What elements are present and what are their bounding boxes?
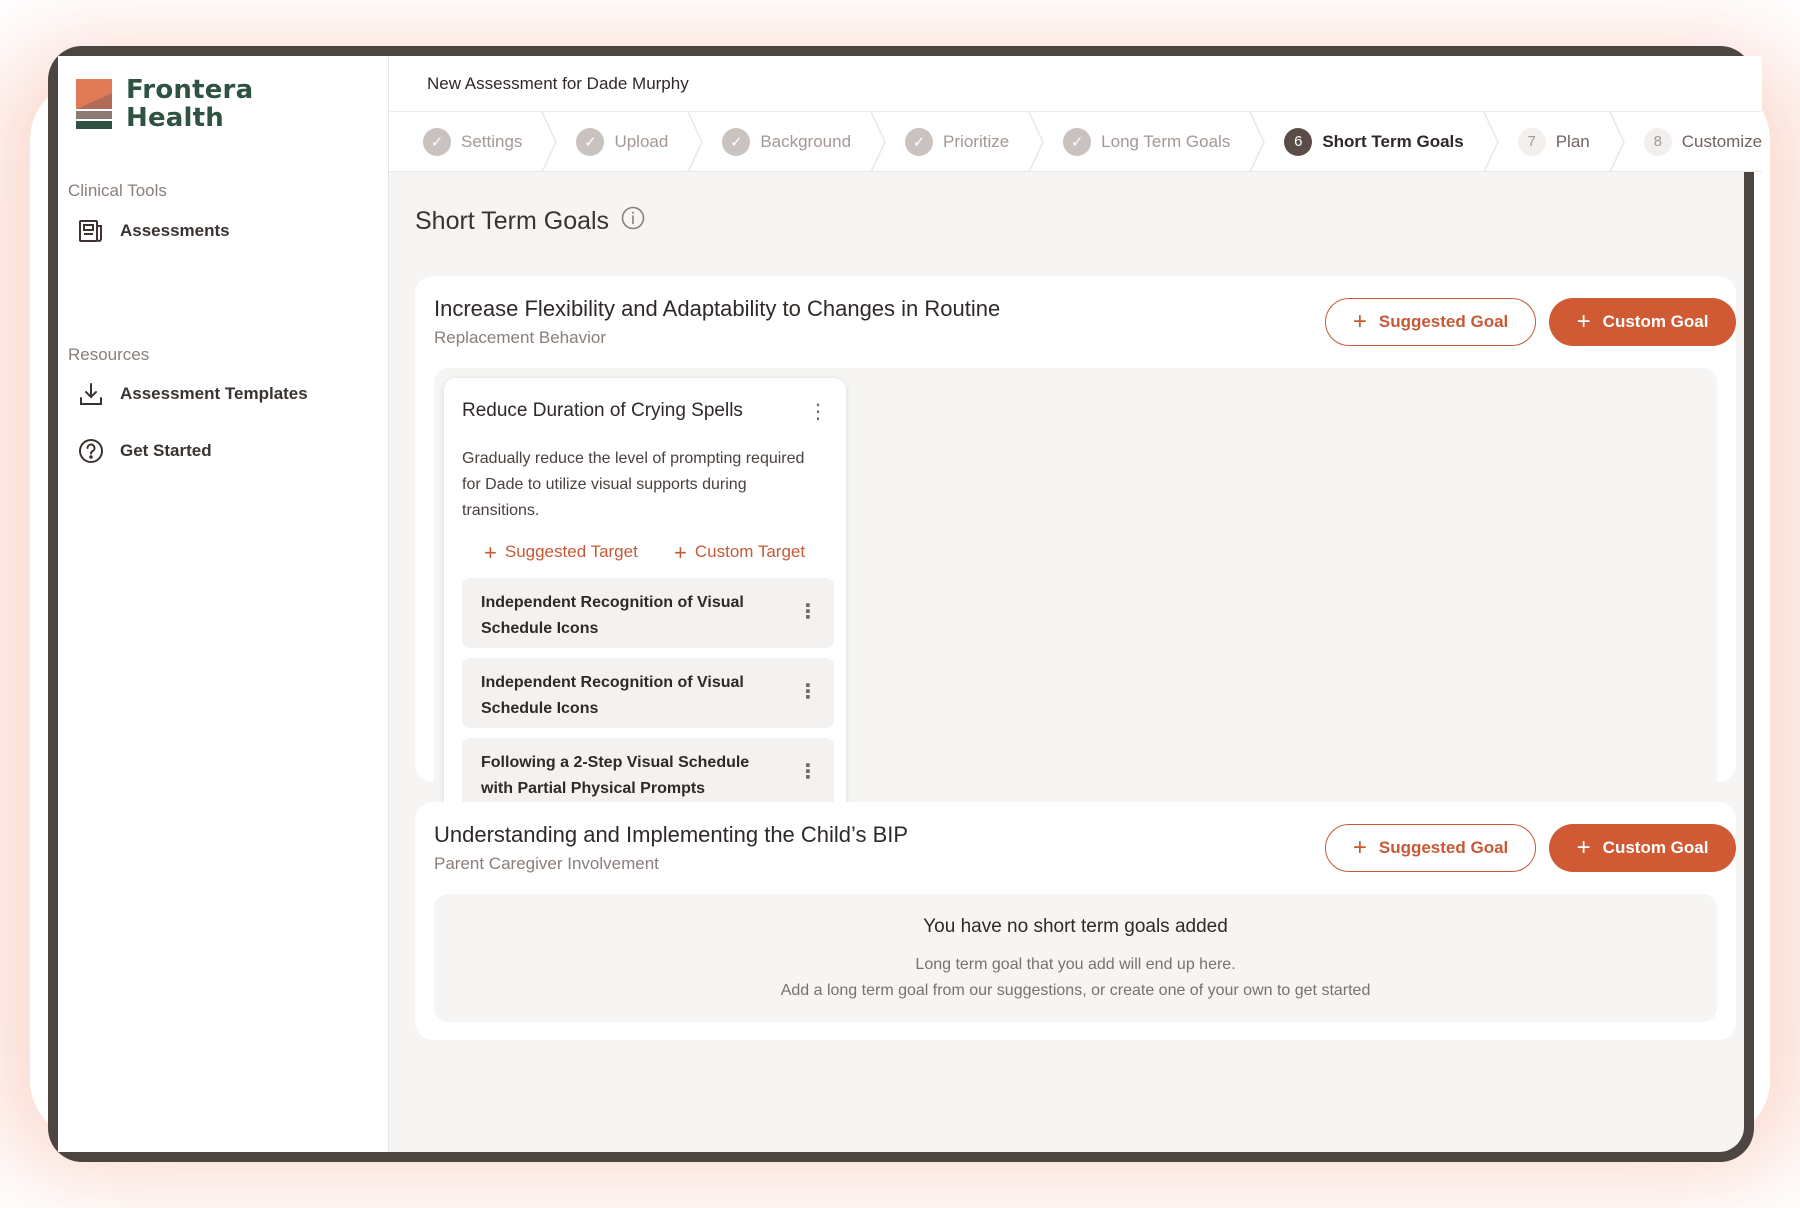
check-icon: ✓ xyxy=(1063,128,1091,156)
suggested-target-button[interactable] xyxy=(484,542,638,564)
content xyxy=(389,172,1762,1152)
suggested-goal-button[interactable] xyxy=(1325,298,1536,346)
step-prioritize[interactable] xyxy=(905,112,1009,171)
newspaper-icon xyxy=(78,218,104,244)
sidebar-item-assessments[interactable] xyxy=(78,218,230,244)
app-window xyxy=(58,56,1763,1152)
short-term-goal-card xyxy=(444,378,846,830)
step-label: Upload xyxy=(614,131,669,151)
step-number: 6 xyxy=(1284,128,1312,156)
info-icon[interactable] xyxy=(621,206,645,237)
goal-card xyxy=(415,802,1736,1040)
plus-icon: + xyxy=(1576,308,1591,335)
page-title xyxy=(415,206,645,237)
step-number: 7 xyxy=(1518,128,1546,156)
step-label: Plan xyxy=(1555,131,1590,151)
plus-icon: + xyxy=(674,540,687,565)
step-background[interactable] xyxy=(722,112,851,171)
step-short-term-goals[interactable] xyxy=(1284,112,1463,171)
chevron-right-icon xyxy=(1025,112,1047,172)
short-term-goal-description: Gradually reduce the level of prompting required for Dade to utilize visual supports during transitions. xyxy=(462,450,805,519)
check-icon: ✓ xyxy=(423,128,451,156)
sidebar-item-get-started[interactable] xyxy=(78,438,212,464)
more-vertical-icon[interactable]: ⋮ xyxy=(798,761,818,783)
empty-state-title: You have no short term goals added xyxy=(923,916,1228,937)
stepper xyxy=(389,112,1762,172)
target-label: Independent Recognition of Visual Schedule Icons xyxy=(481,674,744,717)
custom-target-button[interactable] xyxy=(674,542,805,564)
target-item[interactable] xyxy=(462,738,834,808)
button-label: Suggested Target xyxy=(504,542,638,561)
step-number: 8 xyxy=(1644,128,1672,156)
more-vertical-icon[interactable]: ⋮ xyxy=(808,401,828,423)
button-label: Custom Goal xyxy=(1602,312,1709,331)
brand-name xyxy=(126,76,253,132)
chevron-right-icon xyxy=(867,112,889,172)
more-vertical-icon[interactable]: ⋮ xyxy=(798,601,818,623)
step-settings[interactable] xyxy=(423,112,522,171)
section-label-clinical-tools: Clinical Tools xyxy=(68,181,167,200)
short-term-goals-board xyxy=(434,368,1717,840)
custom-goal-button[interactable] xyxy=(1549,298,1736,346)
target-item[interactable] xyxy=(462,658,834,728)
chevron-right-icon xyxy=(538,112,560,172)
step-customize[interactable] xyxy=(1644,112,1762,171)
sidebar-item-assessment-templates[interactable] xyxy=(78,381,308,407)
empty-state xyxy=(434,894,1717,1022)
page-title-text: Short Term Goals xyxy=(415,207,610,235)
step-label: Customize xyxy=(1681,131,1763,151)
check-icon: ✓ xyxy=(905,128,933,156)
sidebar-item-label: Assessments xyxy=(120,221,230,240)
plus-icon: + xyxy=(1576,834,1591,861)
chevron-right-icon xyxy=(1606,112,1628,172)
step-upload[interactable] xyxy=(576,112,668,171)
custom-goal-button[interactable] xyxy=(1549,824,1736,872)
plus-icon: + xyxy=(1352,834,1367,861)
device-frame xyxy=(48,46,1763,1162)
assessment-title: New Assessment for Dade Murphy xyxy=(427,73,689,93)
step-label: Long Term Goals xyxy=(1101,131,1231,151)
button-label: Custom Goal xyxy=(1602,838,1709,857)
target-label: Following a 2-Step Visual Schedule with Partial Physical Prompts xyxy=(481,754,750,797)
goal-title: Increase Flexibility and Adaptability to Changes in Routine xyxy=(434,296,1001,321)
suggested-goal-button[interactable] xyxy=(1325,824,1536,872)
target-item[interactable] xyxy=(462,578,834,648)
goal-title: Understanding and Implementing the Child’s BIP xyxy=(434,822,909,847)
main-area xyxy=(389,56,1762,1152)
step-label: Short Term Goals xyxy=(1322,131,1464,151)
goal-card xyxy=(415,276,1736,797)
page-header xyxy=(389,56,1762,112)
goal-category: Replacement Behavior xyxy=(434,328,606,347)
brand-name-line1: Frontera xyxy=(126,75,254,105)
step-plan[interactable] xyxy=(1518,112,1590,171)
help-circle-icon xyxy=(78,438,104,464)
step-long-term-goals[interactable] xyxy=(1063,112,1230,171)
sidebar-item-label: Get Started xyxy=(120,441,212,460)
check-icon: ✓ xyxy=(576,128,604,156)
check-icon: ✓ xyxy=(722,128,750,156)
step-label: Settings xyxy=(461,131,523,151)
short-term-goal-title: Reduce Duration of Crying Spells xyxy=(462,400,743,421)
target-label: Independent Recognition of Visual Schedule Icons xyxy=(481,594,744,637)
brand-name-line2: Health xyxy=(126,103,224,133)
sidebar xyxy=(58,56,389,1152)
goal-category: Parent Caregiver Involvement xyxy=(434,854,659,873)
download-icon xyxy=(78,381,104,407)
button-label: Suggested Goal xyxy=(1378,312,1509,331)
chevron-right-icon xyxy=(684,112,706,172)
plus-icon: + xyxy=(484,540,497,565)
step-label: Background xyxy=(760,131,852,151)
plus-icon: + xyxy=(1352,308,1367,335)
button-label: Custom Target xyxy=(694,542,806,561)
chevron-right-icon xyxy=(1480,112,1502,172)
frontera-logo-icon xyxy=(76,79,112,129)
sidebar-item-label: Assessment Templates xyxy=(120,384,308,403)
empty-state-line: Add a long term goal from our suggestions, or create one of your own to get started xyxy=(780,982,1371,999)
brand-logo[interactable] xyxy=(76,76,253,132)
more-vertical-icon[interactable]: ⋮ xyxy=(798,681,818,703)
chevron-right-icon xyxy=(1246,112,1268,172)
section-label-resources: Resources xyxy=(68,345,150,364)
button-label: Suggested Goal xyxy=(1378,838,1509,857)
empty-state-line: Long term goal that you add will end up here. xyxy=(915,956,1236,973)
step-label: Prioritize xyxy=(943,131,1010,151)
